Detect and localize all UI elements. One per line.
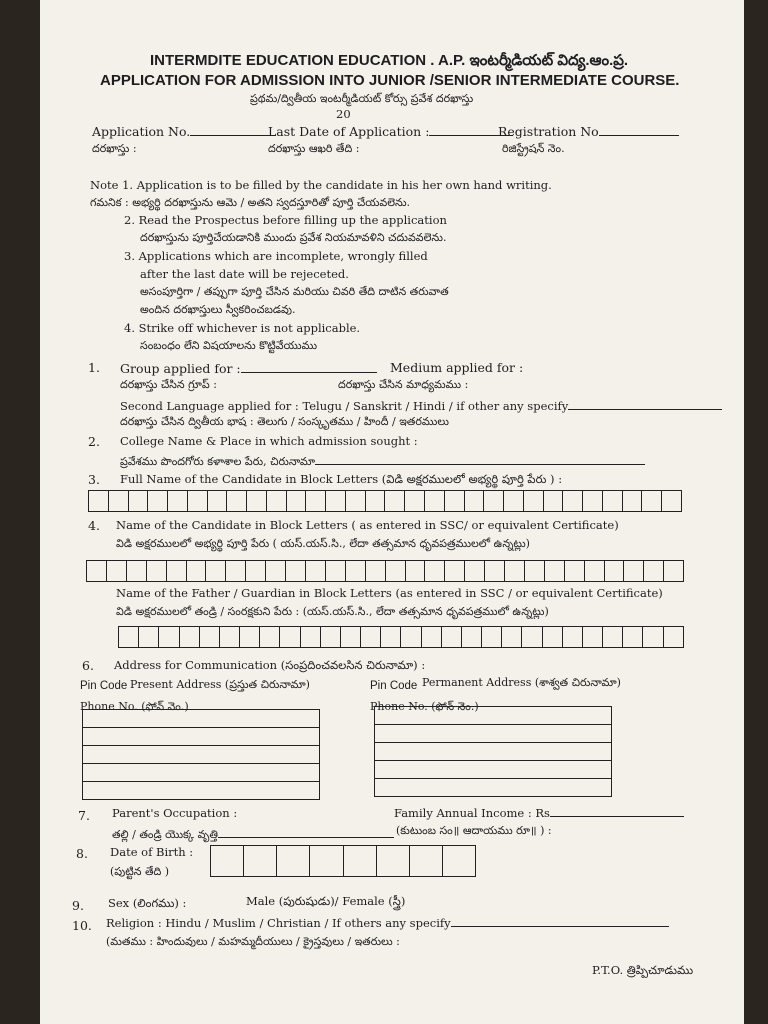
phone-no-label-permanent: Phone No. (ఫోన్ నెం.) xyxy=(370,700,479,713)
note-1-telugu: గమనిక : అభ్యర్థి దరఖాస్తును ఆమె / అతని స్వదస్తూరితో పూర్తి చేయవలెను. xyxy=(90,196,411,209)
medium-applied-label: Medium applied for : xyxy=(390,360,524,375)
q6-number: 6. xyxy=(82,658,94,673)
father-name-label: Name of the Father / Guardian in Block Letters (as entered in SSC / or equivalent Certificate) xyxy=(116,586,663,600)
application-form-page xyxy=(40,0,744,1024)
college-name-telugu: ప్రవేశము పొందగోరు కళాశాల పేరు, చిరునామా xyxy=(120,452,645,471)
note-2: 2. Read the Prospectus before filling up the application xyxy=(124,213,447,227)
group-applied-label: Group applied for : xyxy=(120,360,377,376)
present-address-box[interactable] xyxy=(82,709,320,800)
pin-code-label-present: Pin Code xyxy=(80,680,128,692)
father-name-telugu: విడి అక్షరములలో తండ్రి / సంరక్షకుని పేరు : (యస్.యస్.సి., లేదా తత్సమాన ధృవపత్రములో ఉన్నట్లు) xyxy=(116,605,549,618)
full-name-label: Full Name of the Candidate in Block Letters (విడి అక్షరములలో అభ్యర్థి పూర్తి పేరు ) : xyxy=(120,472,563,486)
note-4: 4. Strike off whichever is not applicable. xyxy=(124,321,361,335)
second-language-telugu: దరఖాస్తు చేసిన ద్వితీయ భాష : తెలుగు / సంస్కృతము / హిందీ / ఇతరములు xyxy=(120,415,449,428)
ssc-name-telugu: విడి అక్షరములలో అభ్యర్థి పూర్తి పేరు ( యస్.యస్.సి., లేదా తత్సమాన ధృవపత్రములలో ఉన్నట్లు) xyxy=(116,537,530,550)
form-title-telugu: ప్రథమ/ద్వితీయ ఇంటర్మీడియట్ కోర్సు ప్రవేశ దరఖాస్తు xyxy=(250,92,474,105)
note-3-telugu-continued: అందిన దరఖాస్తులు స్వీకరించబడవు. xyxy=(140,303,296,316)
registration-no-label: Registration No xyxy=(498,123,679,139)
full-name-block-boxes[interactable] xyxy=(88,490,682,512)
q10-number: 10. xyxy=(72,918,92,933)
q1-number: 1. xyxy=(88,360,100,375)
note-3: 3. Applications which are incomplete, wrongly filled xyxy=(124,249,428,263)
pin-code-label-permanent: Pin Code xyxy=(370,680,418,692)
registration-no-telugu: రిజిస్ట్రేషన్ నెం. xyxy=(502,142,565,155)
parent-occupation-telugu: తల్లి / తండ్రి యొక్క వృత్తి xyxy=(112,825,394,844)
q2-number: 2. xyxy=(88,434,100,449)
second-language-label: Second Language applied for : Telugu / Sanskrit / Hindi / if other any specify xyxy=(120,397,722,413)
religion-telugu: (మతము : హిందువులు / మహమ్మదీయులు / క్రైస్తవులు / ఇతరులు : xyxy=(106,935,400,948)
note-3-telugu: అసంపూర్తిగా / తప్పుగా పూర్తి చేసిన మరియు చివరి తేది దాటిన తరువాత xyxy=(140,285,449,298)
form-year: 20 xyxy=(336,107,351,121)
annual-income-label: Family Annual Income : Rs xyxy=(394,804,684,820)
permanent-address-box[interactable] xyxy=(374,706,612,797)
q8-number: 8. xyxy=(76,846,88,861)
medium-applied-telugu: దరఖాస్తు చేసిన మాధ్యమము : xyxy=(338,378,469,391)
last-date-telugu: దరఖాస్తు ఆఖరి తేది : xyxy=(268,142,360,155)
q9-number: 9. xyxy=(72,898,84,913)
q7-number: 7. xyxy=(78,808,90,823)
application-no-telugu: దరఖాస్తు : xyxy=(92,142,137,155)
last-date-label: Last Date of Application : xyxy=(268,123,513,139)
note-4-telugu: సంబంధం లేని విషయాలను కొట్టివేయుము xyxy=(140,339,318,352)
application-no-label: Application No. xyxy=(92,123,276,139)
present-address-label: Present Address (ప్రస్తుత చిరునామా) xyxy=(130,678,310,691)
sex-label: Sex (లింగము) : xyxy=(108,896,187,910)
date-of-birth-label: Date of Birth : xyxy=(110,845,194,859)
father-name-block-boxes[interactable] xyxy=(118,626,684,648)
q4-number: 4. xyxy=(88,518,100,533)
pto-label: P.T.O. త్రిప్పిచూడుము xyxy=(592,963,694,977)
ssc-name-label: Name of the Candidate in Block Letters ( as entered in SSC/ or equivalent Certificate) xyxy=(116,518,619,532)
note-2-telugu: దరఖాస్తును పూర్తిచేయడానికి ముందు ప్రవేశ నియమావళిని చదువవలెను. xyxy=(140,231,447,244)
note-3-continued: after the last date will be rejeceted. xyxy=(140,267,349,281)
parent-occupation-label: Parent's Occupation : xyxy=(112,806,238,820)
ssc-name-block-boxes[interactable] xyxy=(86,560,684,582)
permanent-address-label: Permanent Address (శాశ్వత చిరునామా) xyxy=(422,676,621,689)
religion-label: Religion : Hindu / Muslim / Christian / If others any specify xyxy=(106,914,669,930)
date-of-birth-boxes[interactable] xyxy=(210,845,476,877)
form-title: APPLICATION FOR ADMISSION INTO JUNIOR /SENIOR INTERMEDIATE COURSE. xyxy=(100,72,680,89)
note-1: Note 1. Application is to be filled by the candidate in his her own hand writing. xyxy=(90,178,552,192)
form-header-line1: INTERMDITE EDUCATION EDUCATION . A.P. ఇంటర్మీడియట్ విద్య.ఆం.ప్ర. xyxy=(150,52,629,69)
q3-number: 3. xyxy=(88,472,100,487)
annual-income-telugu: (కుటుంబ సం॥ ఆదాయము రూ॥ ) : xyxy=(396,824,552,837)
group-applied-telugu: దరఖాస్తు చేసిన గ్రూప్ : xyxy=(120,378,217,391)
communication-address-label: Address for Communication (సంప్రదించవలసిన చిరునామా) : xyxy=(114,658,426,672)
phone-no-label-present: Phone No. (ఫోన్ నెం.) xyxy=(80,700,189,713)
sex-options[interactable]: Male (పురుషుడు)/ Female (స్త్రీ) xyxy=(246,894,406,908)
date-of-birth-telugu: (పుట్టిన తేది ) xyxy=(110,865,170,878)
college-name-label: College Name & Place in which admission sought : xyxy=(120,434,418,448)
